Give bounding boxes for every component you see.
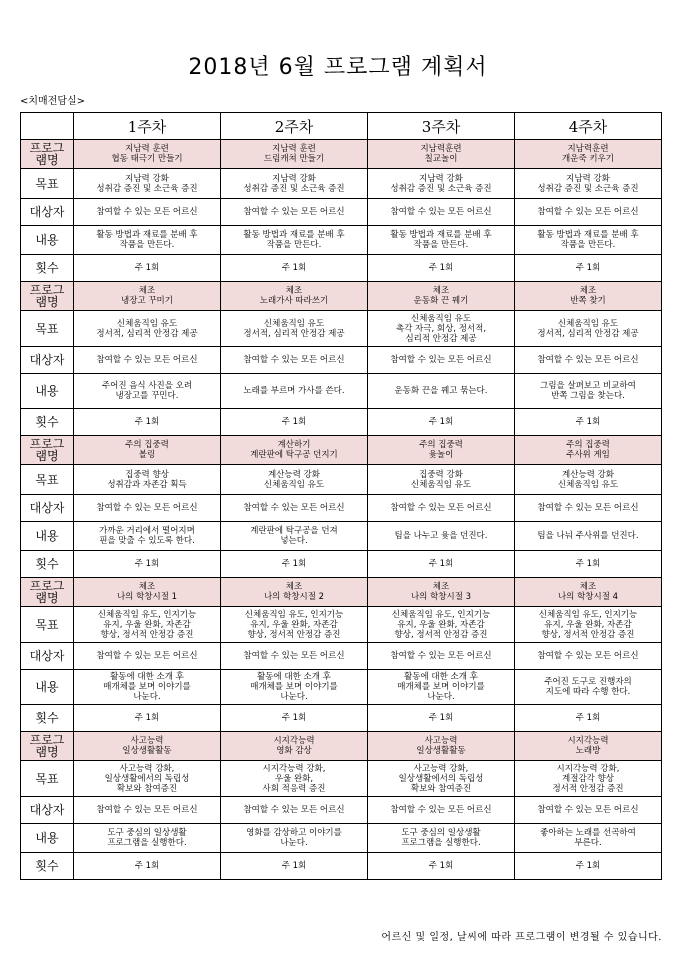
target-cell: 참여할 수 있는 모든 어르신 — [221, 347, 368, 374]
count-cell: 주 1회 — [515, 853, 662, 880]
row-label-count: 횟수 — [21, 551, 74, 578]
goal-cell: 집중력 강화 신체움직임 유도 — [368, 465, 515, 495]
target-cell: 참여할 수 있는 모든 어르신 — [74, 199, 221, 226]
row-label-content: 내용 — [21, 670, 74, 705]
program-cell: 체조 나의 학창시절 4 — [515, 578, 662, 607]
row-label-count: 횟수 — [21, 705, 74, 732]
target-cell: 참여할 수 있는 모든 어르신 — [221, 643, 368, 670]
row-program — [21, 732, 662, 761]
row-label-content: 내용 — [21, 226, 74, 255]
row-label-count: 횟수 — [21, 255, 74, 282]
row-count — [21, 409, 662, 436]
target-cell: 참여할 수 있는 모든 어르신 — [515, 643, 662, 670]
content-cell: 주어진 도구로 진행자의 지도에 따라 수행 한다. — [515, 670, 662, 705]
goal-cell: 신체움직임 유도, 인지기능 유지, 우울 완화, 자존감 향상, 정서적 안정감 증진 — [515, 607, 662, 643]
row-count — [21, 255, 662, 282]
content-cell: 계란판에 탁구공을 던져 넣는다. — [221, 522, 368, 551]
week-header-1: 1주차 — [74, 113, 221, 140]
goal-cell: 신체움직임 유도, 인지기능 유지, 우울 완화, 자존감 향상, 정서적 안정감 증진 — [221, 607, 368, 643]
goal-cell: 사고능력 강화, 일상생활에서의 독립성 확보와 참여증진 — [368, 761, 515, 797]
row-content — [21, 522, 662, 551]
goal-cell: 신체움직임 유도 정서적, 심리적 안정감 제공 — [221, 311, 368, 347]
program-cell: 체조 냉장고 꾸미기 — [74, 282, 221, 311]
row-label-program: 프로그 램명 — [21, 282, 74, 311]
target-cell: 참여할 수 있는 모든 어르신 — [515, 347, 662, 374]
target-cell: 참여할 수 있는 모든 어르신 — [368, 797, 515, 824]
row-label-target: 대상자 — [21, 347, 74, 374]
row-program — [21, 436, 662, 465]
count-cell: 주 1회 — [74, 551, 221, 578]
content-cell: 활동 방법과 재료를 분배 후 작품을 만든다. — [221, 226, 368, 255]
program-cell: 시지각능력 노래방 — [515, 732, 662, 761]
week-header-row — [21, 113, 662, 140]
target-cell: 참여할 수 있는 모든 어르신 — [221, 199, 368, 226]
week-header-2: 2주차 — [221, 113, 368, 140]
content-cell: 활동에 대한 소개 후 매개체를 보며 이야기를 나눈다. — [74, 670, 221, 705]
row-program — [21, 578, 662, 607]
target-cell: 참여할 수 있는 모든 어르신 — [515, 495, 662, 522]
row-content — [21, 670, 662, 705]
content-cell: 활동에 대한 소개 후 매개체를 보며 이야기를 나눈다. — [368, 670, 515, 705]
row-target — [21, 797, 662, 824]
row-label-goal: 목표 — [21, 169, 74, 199]
program-cell: 사고능력 일상생활활동 — [368, 732, 515, 761]
count-cell: 주 1회 — [74, 705, 221, 732]
row-label-target: 대상자 — [21, 797, 74, 824]
count-cell: 주 1회 — [515, 255, 662, 282]
row-label-content: 내용 — [21, 374, 74, 409]
row-label-count: 횟수 — [21, 853, 74, 880]
count-cell: 주 1회 — [368, 705, 515, 732]
row-label-content: 내용 — [21, 522, 74, 551]
content-cell: 도구 중심의 일상생활 프로그램을 실행한다. — [368, 824, 515, 853]
goal-cell: 신체움직임 유도 정서적, 심리적 안정감 제공 — [74, 311, 221, 347]
program-cell: 체조 노래가사 따라쓰기 — [221, 282, 368, 311]
row-label-program: 프로그 램명 — [21, 732, 74, 761]
target-cell: 참여할 수 있는 모든 어르신 — [368, 643, 515, 670]
row-label-program: 프로그 램명 — [21, 578, 74, 607]
goal-cell: 계산능력 강화 신체움직임 유도 — [221, 465, 368, 495]
program-cell: 체조 나의 학창시절 1 — [74, 578, 221, 607]
content-cell: 그림을 살펴보고 비교하여 반쪽 그림을 찾는다. — [515, 374, 662, 409]
program-cell: 지남력훈련 칠교놀이 — [368, 140, 515, 169]
count-cell: 주 1회 — [221, 409, 368, 436]
program-cell: 주의 집중력 주사위 게임 — [515, 436, 662, 465]
row-content — [21, 824, 662, 853]
header-corner-cell — [21, 113, 74, 140]
goal-cell: 지남력 강화 성취감 증진 및 소근육 증진 — [74, 169, 221, 199]
content-cell: 좋아하는 노래를 선곡하여 부른다. — [515, 824, 662, 853]
content-cell: 운동화 끈을 꿰고 묶는다. — [368, 374, 515, 409]
goal-cell: 계산능력 강화 신체움직임 유도 — [515, 465, 662, 495]
goal-cell: 지남력 강화 성취감 증진 및 소근육 증진 — [221, 169, 368, 199]
goal-cell: 집중력 향상 성취감과 자존감 획득 — [74, 465, 221, 495]
count-cell: 주 1회 — [368, 853, 515, 880]
row-label-target: 대상자 — [21, 199, 74, 226]
target-cell: 참여할 수 있는 모든 어르신 — [368, 495, 515, 522]
count-cell: 주 1회 — [515, 551, 662, 578]
count-cell: 주 1회 — [221, 853, 368, 880]
count-cell: 주 1회 — [515, 409, 662, 436]
program-cell: 체조 나의 학창시절 2 — [221, 578, 368, 607]
count-cell: 주 1회 — [368, 409, 515, 436]
count-cell: 주 1회 — [221, 705, 368, 732]
program-cell: 지남력 훈련 협동 태극기 만들기 — [74, 140, 221, 169]
target-cell: 참여할 수 있는 모든 어르신 — [221, 797, 368, 824]
program-cell: 지남력훈련 개운죽 키우기 — [515, 140, 662, 169]
goal-cell: 시지각능력 강화, 우울 완화, 사회 적응력 증진 — [221, 761, 368, 797]
program-cell: 체조 나의 학창시절 3 — [368, 578, 515, 607]
row-label-goal: 목표 — [21, 761, 74, 797]
row-goal — [21, 311, 662, 347]
target-cell: 참여할 수 있는 모든 어르신 — [368, 199, 515, 226]
footer-note: 어르신 및 일정, 날씨에 따라 프로그램이 변경될 수 있습니다. — [381, 932, 662, 943]
goal-cell: 사고능력 강화, 일상생활에서의 독립성 확보와 참여증진 — [74, 761, 221, 797]
content-cell: 영화를 감상하고 이야기를 나눈다. — [221, 824, 368, 853]
content-cell: 활동 방법과 재료를 분배 후 작품을 만든다. — [74, 226, 221, 255]
row-program — [21, 140, 662, 169]
target-cell: 참여할 수 있는 모든 어르신 — [74, 643, 221, 670]
program-cell: 사고능력 일상생활활동 — [74, 732, 221, 761]
target-cell: 참여할 수 있는 모든 어르신 — [221, 495, 368, 522]
row-count — [21, 853, 662, 880]
row-program — [21, 282, 662, 311]
row-label-goal: 목표 — [21, 311, 74, 347]
content-cell: 가까운 거리에서 떨어지며 핀을 맞출 수 있도록 한다. — [74, 522, 221, 551]
content-cell: 활동에 대한 소개 후 매개체를 보며 이야기를 나눈다. — [221, 670, 368, 705]
program-cell: 계산하기 계란판에 탁구공 던지기 — [221, 436, 368, 465]
content-cell: 노래를 부르며 가사를 쓴다. — [221, 374, 368, 409]
row-goal — [21, 761, 662, 797]
program-cell: 주의 집중력 볼링 — [74, 436, 221, 465]
target-cell: 참여할 수 있는 모든 어르신 — [74, 797, 221, 824]
goal-cell: 지남력 강화 성취감 증진 및 소근육 증진 — [368, 169, 515, 199]
row-count — [21, 551, 662, 578]
program-cell: 체조 운동화 끈 꿰기 — [368, 282, 515, 311]
target-cell: 참여할 수 있는 모든 어르신 — [74, 347, 221, 374]
content-cell: 활동 방법과 재료를 분배 후 작품을 만든다. — [368, 226, 515, 255]
row-count — [21, 705, 662, 732]
count-cell: 주 1회 — [74, 409, 221, 436]
content-cell: 활동 방법과 재료를 분배 후 작품을 만든다. — [515, 226, 662, 255]
count-cell: 주 1회 — [74, 255, 221, 282]
goal-cell: 신체움직임 유도, 인지기능 유지, 우울 완화, 자존감 향상, 정서적 안정감 증진 — [74, 607, 221, 643]
target-cell: 참여할 수 있는 모든 어르신 — [515, 199, 662, 226]
row-label-goal: 목표 — [21, 607, 74, 643]
row-content — [21, 374, 662, 409]
content-cell: 주어진 음식 사진을 오려 냉장고를 꾸민다. — [74, 374, 221, 409]
row-target — [21, 495, 662, 522]
count-cell: 주 1회 — [74, 853, 221, 880]
program-cell: 시지각능력 영화 감상 — [221, 732, 368, 761]
count-cell: 주 1회 — [221, 255, 368, 282]
count-cell: 주 1회 — [368, 255, 515, 282]
row-label-program: 프로그 램명 — [21, 140, 74, 169]
week-header-3: 3주차 — [368, 113, 515, 140]
count-cell: 주 1회 — [368, 551, 515, 578]
program-cell: 지남력 훈련 드림캐쳐 만들기 — [221, 140, 368, 169]
goal-cell: 시지각능력 강화, 계절감각 향상 정서적 안정감 증진 — [515, 761, 662, 797]
goal-cell: 신체움직임 유도 정서적, 심리적 안정감 제공 — [515, 311, 662, 347]
row-label-goal: 목표 — [21, 465, 74, 495]
row-goal — [21, 607, 662, 643]
content-cell: 팀을 나눠 주사위를 던진다. — [515, 522, 662, 551]
row-target — [21, 347, 662, 374]
row-label-count: 횟수 — [21, 409, 74, 436]
row-content — [21, 226, 662, 255]
target-cell: 참여할 수 있는 모든 어르신 — [74, 495, 221, 522]
content-cell: 팀을 나누고 윷을 던진다. — [368, 522, 515, 551]
week-header-4: 4주차 — [515, 113, 662, 140]
row-goal — [21, 465, 662, 495]
row-label-target: 대상자 — [21, 495, 74, 522]
row-label-program: 프로그 램명 — [21, 436, 74, 465]
count-cell: 주 1회 — [515, 705, 662, 732]
target-cell: 참여할 수 있는 모든 어르신 — [515, 797, 662, 824]
row-target — [21, 199, 662, 226]
row-target — [21, 643, 662, 670]
department-label: <치매전담실> — [20, 96, 86, 107]
row-label-target: 대상자 — [21, 643, 74, 670]
page-title: 2018년 6월 프로그램 계획서 — [188, 55, 488, 80]
goal-cell: 지남력 강화 성취감 증진 및 소근육 증진 — [515, 169, 662, 199]
row-goal — [21, 169, 662, 199]
goal-cell: 신체움직임 유도 촉각 자극, 회상, 정서적, 심리적 안정감 제공 — [368, 311, 515, 347]
target-cell: 참여할 수 있는 모든 어르신 — [368, 347, 515, 374]
content-cell: 도구 중심의 일상생활 프로그램을 실행한다. — [74, 824, 221, 853]
program-cell: 체조 반쪽 찾기 — [515, 282, 662, 311]
count-cell: 주 1회 — [221, 551, 368, 578]
program-plan-table — [20, 112, 662, 880]
row-label-content: 내용 — [21, 824, 74, 853]
goal-cell: 신체움직임 유도, 인지기능 유지, 우울 완화, 자존감 향상, 정서적 안정감 증진 — [368, 607, 515, 643]
program-cell: 주의 집중력 윷놀이 — [368, 436, 515, 465]
